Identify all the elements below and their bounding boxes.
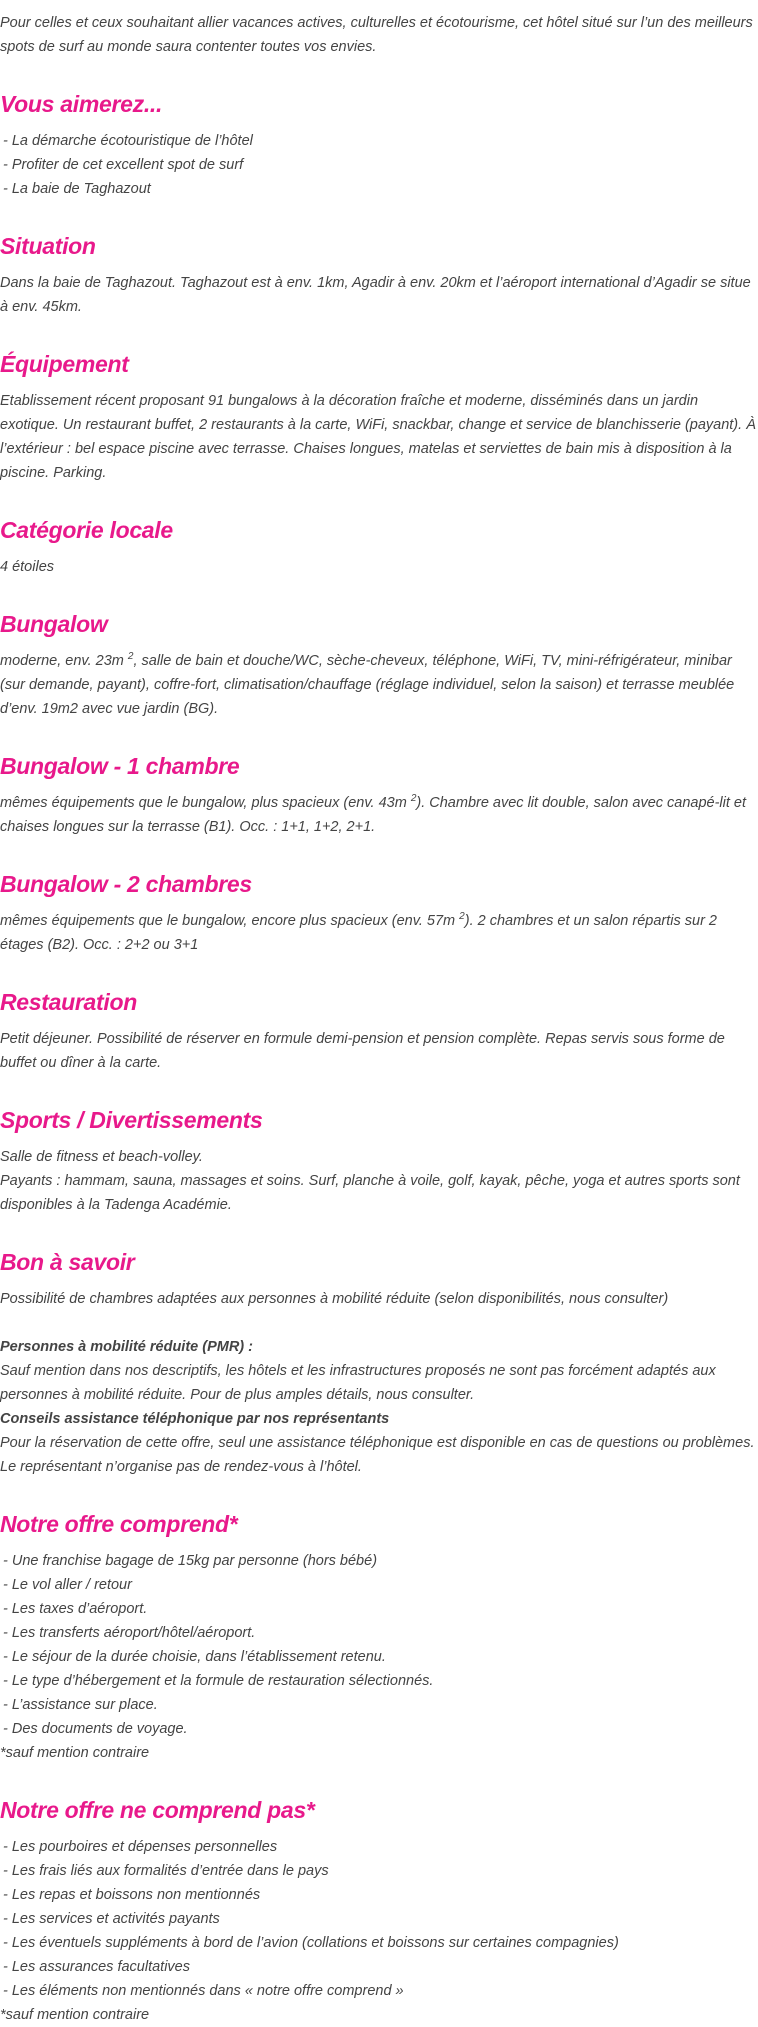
section-title: Bungalow - 2 chambres <box>0 871 252 897</box>
conseil-title: Conseils assistance téléphonique par nos représentants <box>0 1411 390 1427</box>
section-title: Vous aimerez... <box>0 91 163 117</box>
list-item: - Les éléments non mentionnés dans « notre offre comprend » <box>3 1983 404 1999</box>
section-text: 4 étoiles <box>0 559 55 575</box>
section-categorie-locale <box>0 514 758 579</box>
list-item: - Les assurances facultatives <box>3 1959 190 1975</box>
section-bon-a-savoir <box>0 1246 758 1479</box>
section-title: Notre offre ne comprend pas* <box>0 1797 315 1823</box>
list-item: - Les pourboires et dépenses personnelles <box>3 1839 278 1855</box>
list-item: - Le séjour de la durée choisie, dans l’établissement retenu. <box>3 1649 386 1665</box>
section-text <box>0 909 758 957</box>
section-title: Catégorie locale <box>0 517 173 543</box>
section-text <box>0 791 758 839</box>
list-item: - Le vol aller / retour <box>3 1577 132 1593</box>
list-item: - Les services et activités payants <box>3 1911 220 1927</box>
section-bungalow-2-chambres <box>0 868 758 957</box>
hotel-description <box>0 11 758 2027</box>
section-title: Équipement <box>0 351 129 377</box>
text-part: mêmes équipements que le bungalow, encore plus spacieux (env. 57m <box>0 913 460 929</box>
section-title: Situation <box>0 233 96 259</box>
section-title: Bungalow <box>0 611 108 637</box>
section-situation <box>0 230 758 319</box>
pmr-text: Sauf mention dans nos descriptifs, les hôtels et les infrastructures proposés ne sont pas forcément adaptés aux personnes à mobilité réduite. Pour de plus amples détails, nous consulter. <box>0 1363 716 1403</box>
section-text: Salle de fitness et beach-volley. <box>0 1149 203 1165</box>
pmr-title: Personnes à mobilité réduite (PMR) : <box>0 1339 253 1355</box>
section-vous-aimerez <box>0 88 758 201</box>
list-item: - Les repas et boissons non mentionnés <box>3 1887 261 1903</box>
text-part: ). 2 chambres et un salon répartis sur 2 étages (B2). Occ. : 2+2 ou 3+1 <box>0 913 717 953</box>
text-part: mêmes équipements que le bungalow, plus spacieux (env. 43m <box>0 795 411 811</box>
section-equipement <box>0 348 758 485</box>
section-sports <box>0 1104 758 1217</box>
conseil-text: Pour la réservation de cette offre, seul une assistance téléphonique est disponible en cas de questions ou problèmes. Le représentant n’organise pas de rendez-vous à l’hôtel. <box>0 1435 755 1475</box>
section-title: Sports / Divertissements <box>0 1107 263 1133</box>
superscript: 2 <box>459 911 465 922</box>
list-item: - Les éventuels suppléments à bord de l’avion (collations et boissons sur certaines compagnies) <box>3 1935 619 1951</box>
section-title: Notre offre comprend* <box>0 1511 238 1537</box>
section-offre-ne-comprend-pas <box>0 1794 758 2027</box>
superscript: 2 <box>410 793 417 804</box>
section-bungalow <box>0 608 758 721</box>
intro-text: Pour celles et ceux souhaitant allier vacances actives, culturelles et écotourisme, cet hôtel situé sur l’un des meilleurs spots de surf au monde saura contenter toutes vos envies. <box>0 15 753 55</box>
text-part: ). Chambre avec lit double, salon avec canapé-lit et chaises longues sur la terrasse (B1). Occ. : 1+1, 1+2, 2+1. <box>0 795 747 835</box>
section-title: Restauration <box>0 989 137 1015</box>
section-restauration <box>0 986 758 1075</box>
section-text <box>0 649 758 721</box>
spacer <box>0 1311 758 1335</box>
superscript: 2 <box>127 651 134 662</box>
section-bungalow-1-chambre <box>0 750 758 839</box>
list-item: - Profiter de cet excellent spot de surf <box>3 157 244 173</box>
section-text: Payants : hammam, sauna, massages et soins. Surf, planche à voile, golf, kayak, pêche, yoga et autres sports sont disponibles à la Tadenga Académie. <box>0 1173 740 1213</box>
section-text: Possibilité de chambres adaptées aux personnes à mobilité réduite (selon disponibilités, nous consulter) <box>0 1291 669 1307</box>
section-text: Etablissement récent proposant 91 bungalows à la décoration fraîche et moderne, disséminés dans un jardin exotique. Un restaurant buffet, 2 restaurants à la carte, WiFi, snackbar, change et service de blanchisserie (payant). À l’extérieur : bel espace piscine avec terrasse. Chaises longues, matelas et serviettes de bain mis à disposition à la piscine. Parking. <box>0 393 756 481</box>
footnote: *sauf mention contraire <box>0 1745 150 1761</box>
list-item: - Les frais liés aux formalités d’entrée dans le pays <box>3 1863 329 1879</box>
footnote: *sauf mention contraire <box>0 2007 150 2023</box>
text-part: , salle de bain et douche/WC, sèche-cheveux, téléphone, WiFi, TV, mini-réfrigérateur, minibar (sur demande, payant), coffre-fort, climatisation/chauffage (réglage individuel, selon la saison) et terrasse meublée d’env. 19m2 avec vue jardin (BG). <box>0 653 735 717</box>
list-item: - L’assistance sur place. <box>3 1697 158 1713</box>
section-title: Bon à savoir <box>0 1249 135 1275</box>
list-item: - Une franchise bagage de 15kg par personne (hors bébé) <box>3 1553 378 1569</box>
list-item: - Des documents de voyage. <box>3 1721 188 1737</box>
list-item: - Le type d’hébergement et la formule de restauration sélectionnés. <box>3 1673 434 1689</box>
section-title: Bungalow - 1 chambre <box>0 753 240 779</box>
list-item: - La baie de Taghazout <box>3 181 151 197</box>
list-item: - Les taxes d’aéroport. <box>3 1601 148 1617</box>
text-part: moderne, env. 23m <box>0 653 128 669</box>
list-item: - La démarche écotouristique de l’hôtel <box>3 133 253 149</box>
list-item: - Les transferts aéroport/hôtel/aéroport. <box>3 1625 256 1641</box>
section-text: Dans la baie de Taghazout. Taghazout est à env. 1km, Agadir à env. 20km et l’aéroport international d’Agadir se situe à env. 45km. <box>0 275 751 315</box>
section-text: Petit déjeuner. Possibilité de réserver en formule demi-pension et pension complète. Repas servis sous forme de buffet ou dîner à la carte. <box>0 1031 725 1071</box>
section-offre-comprend <box>0 1508 758 1765</box>
